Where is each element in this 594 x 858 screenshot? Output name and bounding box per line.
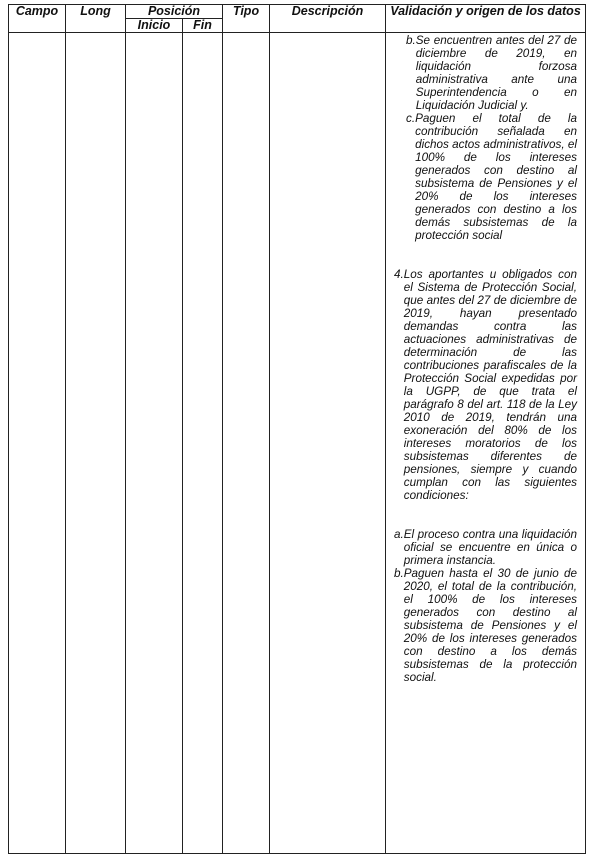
header-validacion: Validación y origen de los datos bbox=[386, 5, 586, 33]
header-long: Long bbox=[66, 5, 126, 33]
list-item: b. Se encuentren antes del 27 de diciembre de 2019, en liquidación forzosa administrativa ante una Superintendencia o en Liquidación Judicial y. bbox=[406, 34, 577, 112]
cell-validacion bbox=[386, 33, 586, 854]
list-item: 4. Los aportantes u obligados con el Sistema de Protección Social, que antes del 27 de diciembre de 2019, hayan presentado demandas contra las actuaciones administrativas de determinación de las contribuciones parafiscales de la Protección Social expedidas por la UGPP, de que trata el parágrafo 8 del art. 118 de la Ley 2010 de 2019, tendrán una exoneración del 80% de los intereses moratorios de los subsistemas diferentes de pensiones, siempre y cuando cumplan con las siguientes condiciones: bbox=[394, 268, 577, 502]
cell-fin bbox=[183, 33, 223, 854]
table-row bbox=[9, 33, 586, 854]
list-item: c. Paguen el total de la contribución señalada en dichos actos administrativos, el 100% de los intereses generados con destino al subsistema de Pensiones y el 20% de los intereses generados con destino a los demás subsistemas de la protección social bbox=[406, 112, 577, 242]
cell-campo bbox=[9, 33, 66, 854]
cell-descripcion bbox=[270, 33, 386, 854]
cell-tipo bbox=[223, 33, 270, 854]
header-campo: Campo bbox=[9, 5, 66, 33]
field-spec-table bbox=[8, 4, 586, 854]
header-tipo: Tipo bbox=[223, 5, 270, 33]
list-item: b. Paguen hasta el 30 de junio de 2020, el total de la contribución, el 100% de los intereses generados con destino al subsistema de Pensiones y el 20% de los intereses generados con destino a los demás subsistemas de la protección social. bbox=[394, 567, 577, 684]
header-posicion: Posición bbox=[126, 5, 223, 19]
header-fin: Fin bbox=[183, 19, 223, 33]
cell-inicio bbox=[126, 33, 183, 854]
header-inicio: Inicio bbox=[126, 19, 183, 33]
document-page bbox=[8, 4, 586, 854]
list-item: a. El proceso contra una liquidación oficial se encuentre en única o primera instancia. bbox=[394, 528, 577, 567]
header-descripcion: Descripción bbox=[270, 5, 386, 33]
cell-long bbox=[66, 33, 126, 854]
